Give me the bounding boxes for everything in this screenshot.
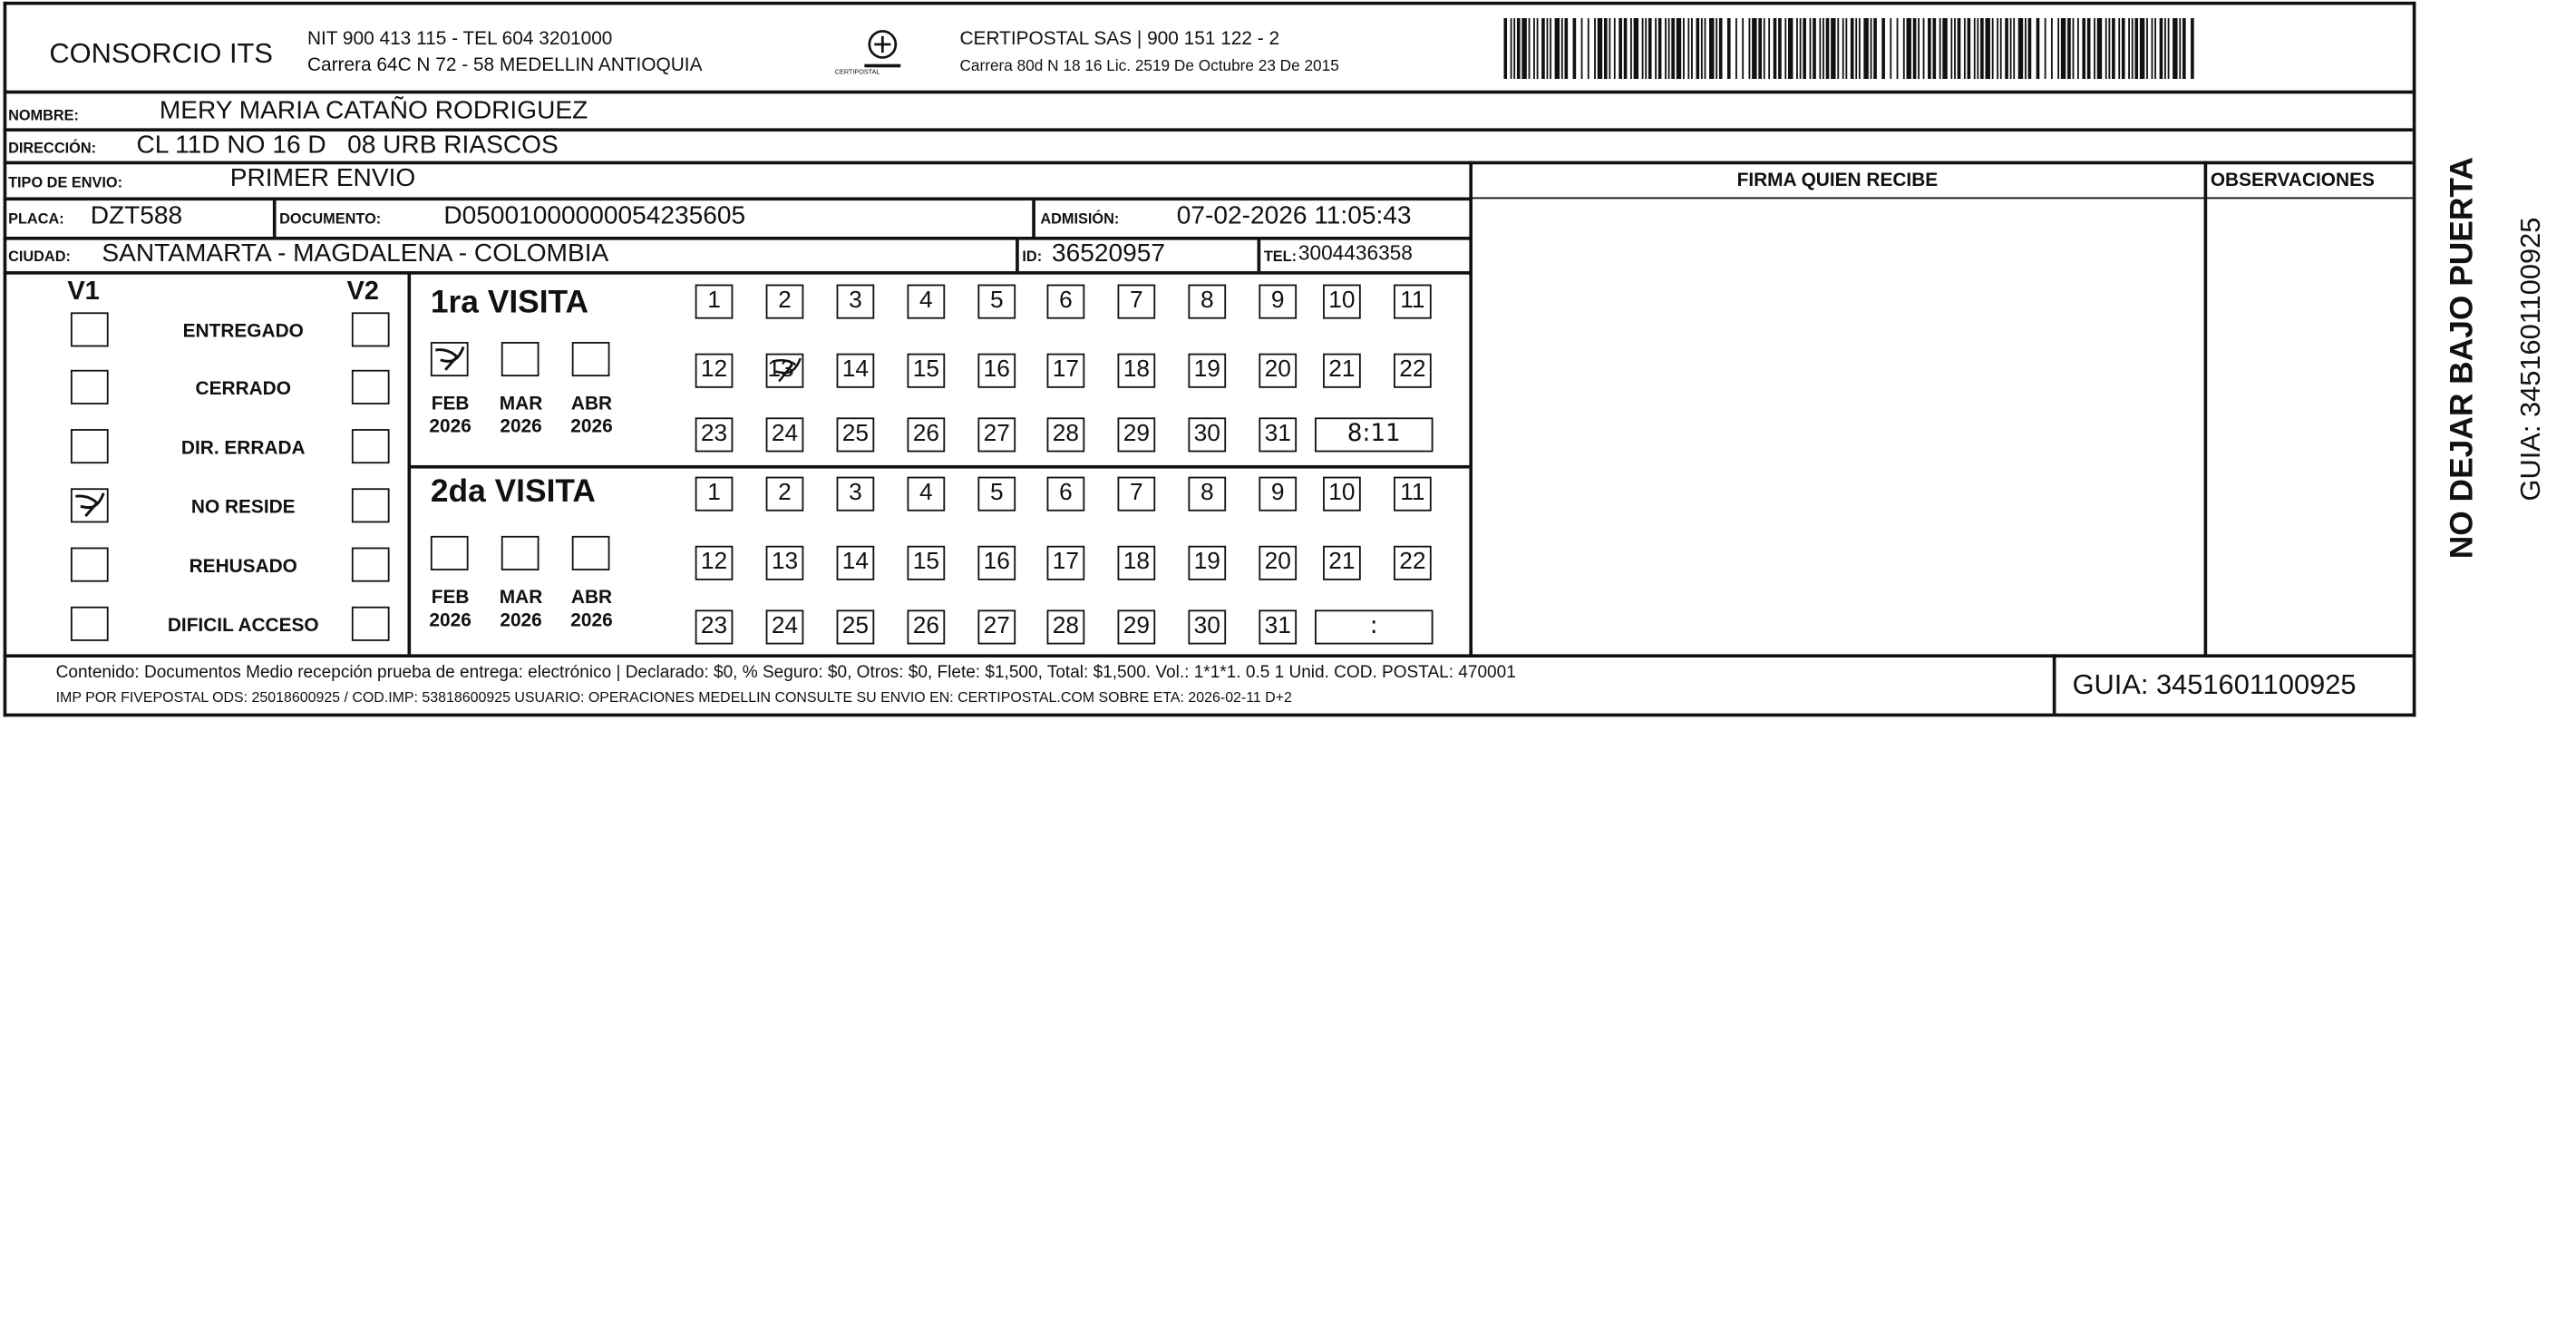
visita2-day-15[interactable]: 15: [908, 546, 946, 580]
status-option-label: REHUSADO: [189, 557, 297, 578]
col-rule-footer: [2053, 654, 2056, 715]
footer-guia: GUIA: 3451601100925: [2072, 668, 2357, 701]
visita2-day-10[interactable]: 10: [1323, 477, 1361, 511]
visita1-month-checkbox[interactable]: [501, 342, 540, 376]
side-text: [2421, 115, 2547, 628]
tipo-envio-label: TIPO DE ENVIO:: [8, 174, 123, 191]
v2-checkbox[interactable]: [352, 370, 390, 404]
visita2-month-year: 2026: [500, 611, 542, 631]
visita2-day-18[interactable]: 18: [1118, 546, 1156, 580]
observaciones-label: OBSERVACIONES: [2210, 170, 2375, 191]
v2-label: V2: [346, 278, 379, 307]
visita1-day-3[interactable]: 3: [837, 285, 875, 319]
visita2-day-29[interactable]: 29: [1118, 609, 1156, 644]
visita1-day-18[interactable]: 18: [1118, 354, 1156, 388]
documento-value: D05001000000054235605: [443, 201, 746, 230]
visita2-month-checkbox[interactable]: [431, 536, 469, 570]
visita2-month-label: FEB: [431, 588, 470, 609]
visita1-time-field[interactable]: 8:11: [1315, 417, 1434, 452]
col-rule-obs: [2204, 161, 2207, 658]
visita2-day-26[interactable]: 26: [908, 609, 946, 644]
v1-checkbox[interactable]: [71, 607, 109, 641]
visita2-day-8[interactable]: 8: [1188, 477, 1226, 511]
visita1-day-31[interactable]: 31: [1259, 417, 1297, 452]
visita2-day-2[interactable]: 2: [766, 477, 804, 511]
row-rule-2: [4, 161, 2413, 164]
ciudad-label: CIUDAD:: [8, 248, 71, 265]
frame-left: [4, 2, 7, 716]
v2-checkbox[interactable]: [352, 607, 390, 641]
admision-label: ADMISIÓN:: [1040, 210, 1120, 228]
visita2-day-28[interactable]: 28: [1047, 609, 1085, 644]
visita1-day-21[interactable]: 21: [1323, 354, 1361, 388]
firma-area[interactable]: [1473, 199, 2202, 652]
visita1-day-24[interactable]: 24: [766, 417, 804, 452]
visita1-day-26[interactable]: 26: [908, 417, 946, 452]
visita1-day-14[interactable]: 14: [837, 354, 875, 388]
visita1-month-year: 2026: [429, 417, 471, 438]
direccion-label: DIRECCIÓN:: [8, 140, 97, 157]
certipostal-logo-icon: [861, 28, 904, 71]
visita1-day-2[interactable]: 2: [766, 285, 804, 319]
col-rule-placa: [273, 198, 276, 238]
row-rule-visitas: [408, 465, 1470, 468]
visita2-day-9[interactable]: 9: [1259, 477, 1297, 511]
nombre-value: MERY MARIA CATAÑO RODRIGUEZ: [159, 96, 588, 125]
visita2-day-4[interactable]: 4: [908, 477, 946, 511]
v2-checkbox[interactable]: [352, 488, 390, 522]
visita1-day-29[interactable]: 29: [1118, 417, 1156, 452]
visita2-month-label: MAR: [499, 588, 543, 609]
visita2-month-label: ABR: [570, 588, 613, 609]
visita2-day-20[interactable]: 20: [1259, 546, 1297, 580]
visita1-day-17[interactable]: 17: [1047, 354, 1085, 388]
visita2-title: 2da VISITA: [430, 473, 596, 510]
v1-checkbox[interactable]: [71, 312, 109, 346]
placa-value: DZT588: [90, 201, 183, 230]
v2-checkbox[interactable]: [352, 312, 390, 346]
visita2-day-17[interactable]: 17: [1047, 546, 1085, 580]
visita2-day-1[interactable]: 1: [695, 477, 734, 511]
visita2-day-19[interactable]: 19: [1188, 546, 1226, 580]
status-option-label: ENTREGADO: [182, 322, 304, 342]
visita1-day-22[interactable]: 22: [1394, 354, 1432, 388]
col-rule-firma: [1469, 161, 1472, 658]
v2-checkbox[interactable]: [352, 548, 390, 582]
visita2-month-year: 2026: [570, 611, 613, 631]
visita1-day-11[interactable]: 11: [1394, 285, 1432, 319]
visita2-day-30[interactable]: 30: [1188, 609, 1226, 644]
admision-value: 07-02-2026 11:05:43: [1176, 201, 1412, 230]
status-option-label: DIFICIL ACCESO: [167, 616, 319, 637]
visita1-day-5[interactable]: 5: [977, 285, 1016, 319]
firma-label: FIRMA QUIEN RECIBE: [1736, 170, 1939, 191]
visita1-month-label: MAR: [499, 395, 543, 414]
direccion-value: CL 11D NO 16 D 08 URB RIASCOS: [136, 132, 559, 160]
col-rule-status: [408, 271, 411, 654]
company-nit: NIT 900 413 115 - TEL 604 3201000: [306, 29, 613, 50]
visita1-title: 1ra VISITA: [430, 284, 589, 321]
visita1-day-8[interactable]: 8: [1188, 285, 1226, 319]
id-value: 36520957: [1052, 239, 1166, 268]
tipo-envio-value: PRIMER ENVIO: [229, 164, 416, 193]
visita2-day-25[interactable]: 25: [837, 609, 875, 644]
visita1-day-19[interactable]: 19: [1188, 354, 1226, 388]
visita2-day-27[interactable]: 27: [977, 609, 1016, 644]
company-address: Carrera 64C N 72 - 58 MEDELLIN ANTIOQUIA: [306, 55, 703, 76]
tel-value: 3004436358: [1298, 241, 1413, 265]
visita1-day-16[interactable]: 16: [977, 354, 1016, 388]
id-label: ID:: [1022, 248, 1043, 265]
col-rule-id: [1016, 237, 1018, 271]
visita2-day-7[interactable]: 7: [1118, 477, 1156, 511]
side-warning: NO DEJAR BAJO PUERTA: [2444, 157, 2481, 560]
visita1-day-13[interactable]: 13: [766, 354, 804, 388]
visita1-month-year: 2026: [500, 417, 542, 438]
visita1-month-label: FEB: [431, 395, 470, 414]
frame-right: [2413, 2, 2416, 716]
v1-label: V1: [67, 278, 100, 307]
visita1-day-30[interactable]: 30: [1188, 417, 1226, 452]
footer-contenido: Contenido: Documentos Medio recepción prueba de entrega: electrónico | Declarado: $0, % Seguro: $0, Otros: $0, Flete: $1,500, Total: $1,500. Vol.: 1*1*1. 0.5 1 Unid. COD. POSTAL: 470001: [55, 662, 1516, 683]
visita1-day-25[interactable]: 25: [837, 417, 875, 452]
row-rule-1: [4, 128, 2413, 131]
placa-label: PLACA:: [8, 210, 64, 228]
visita2-day-23[interactable]: 23: [695, 609, 734, 644]
visita2-month-checkbox[interactable]: [572, 536, 610, 570]
nombre-label: NOMBRE:: [8, 106, 79, 123]
visita1-day-4[interactable]: 4: [908, 285, 946, 319]
visita2-day-6[interactable]: 6: [1047, 477, 1085, 511]
v1-checkbox[interactable]: [71, 548, 109, 582]
header-rule: [4, 91, 2416, 94]
observaciones-area[interactable]: [2207, 199, 2411, 652]
visita2-day-12[interactable]: 12: [695, 546, 734, 580]
logo-caption: CERTIPOSTAL: [834, 67, 880, 76]
carrier-nit: CERTIPOSTAL SAS | 900 151 122 - 2: [959, 29, 1280, 50]
side-guia: GUIA: 3451601100925: [2515, 217, 2547, 502]
visita2-day-22[interactable]: 22: [1394, 546, 1432, 580]
row-rule-5: [4, 271, 1473, 274]
visita2-day-16[interactable]: 16: [977, 546, 1016, 580]
company-name: CONSORCIO ITS: [49, 37, 273, 70]
visita2-day-24[interactable]: 24: [766, 609, 804, 644]
frame-top: [4, 2, 2416, 5]
col-rule-tel: [1258, 237, 1260, 271]
visita2-day-3[interactable]: 3: [837, 477, 875, 511]
visita1-month-checkbox[interactable]: [431, 342, 469, 376]
v1-checkbox[interactable]: [71, 429, 109, 463]
row-rule-3: [4, 198, 1473, 200]
visita2-day-14[interactable]: 14: [837, 546, 875, 580]
visita1-day-20[interactable]: 20: [1259, 354, 1297, 388]
footer-rule: [4, 654, 2413, 658]
visita2-day-11[interactable]: 11: [1394, 477, 1432, 511]
visita1-month-year: 2026: [570, 417, 613, 438]
visita2-month-checkbox[interactable]: [501, 536, 540, 570]
col-rule-admision: [1032, 198, 1035, 238]
visita1-day-7[interactable]: 7: [1118, 285, 1156, 319]
status-option-label: CERRADO: [195, 379, 291, 400]
visita1-day-28[interactable]: 28: [1047, 417, 1085, 452]
visita2-time-field[interactable]: :: [1315, 609, 1434, 644]
row-rule-4: [4, 237, 1473, 239]
visita1-day-23[interactable]: 23: [695, 417, 734, 452]
visita2-day-21[interactable]: 21: [1323, 546, 1361, 580]
v2-checkbox[interactable]: [352, 429, 390, 463]
visita2-day-5[interactable]: 5: [977, 477, 1016, 511]
visita1-day-15[interactable]: 15: [908, 354, 946, 388]
footer-imp: IMP POR FIVEPOSTAL ODS: 25018600925 / COD.IMP: 53818600925 USUARIO: OPERACIONES MEDELLIN CONSULTE SU ENVIO EN: CERTIPOSTAL.COM SOBRE ETA: 2026-02-11 D+2: [55, 688, 1292, 706]
visita1-day-1[interactable]: 1: [695, 285, 734, 319]
v1-checkbox[interactable]: [71, 370, 109, 404]
visita1-day-6[interactable]: 6: [1047, 285, 1085, 319]
visita1-month-label: ABR: [570, 395, 613, 414]
documento-label: DOCUMENTO:: [279, 210, 382, 228]
visita2-day-31[interactable]: 31: [1259, 609, 1297, 644]
v1-checkbox[interactable]: [71, 488, 109, 522]
ciudad-value: SANTAMARTA - MAGDALENA - COLOMBIA: [102, 239, 609, 268]
tel-label: TEL:: [1263, 248, 1298, 265]
visita2-day-13[interactable]: 13: [766, 546, 804, 580]
visita1-day-27[interactable]: 27: [977, 417, 1016, 452]
visita1-day-12[interactable]: 12: [695, 354, 734, 388]
status-option-label: DIR. ERRADA: [180, 438, 306, 459]
carrier-address: Carrera 80d N 18 16 Lic. 2519 De Octubre 23 De 2015: [959, 57, 1339, 76]
visita1-day-9[interactable]: 9: [1259, 285, 1297, 319]
status-option-label: NO RESIDE: [190, 498, 296, 518]
visita2-month-year: 2026: [429, 611, 471, 631]
visita1-day-10[interactable]: 10: [1323, 285, 1361, 319]
barcode: [1503, 18, 2199, 79]
visita1-month-checkbox[interactable]: [572, 342, 610, 376]
